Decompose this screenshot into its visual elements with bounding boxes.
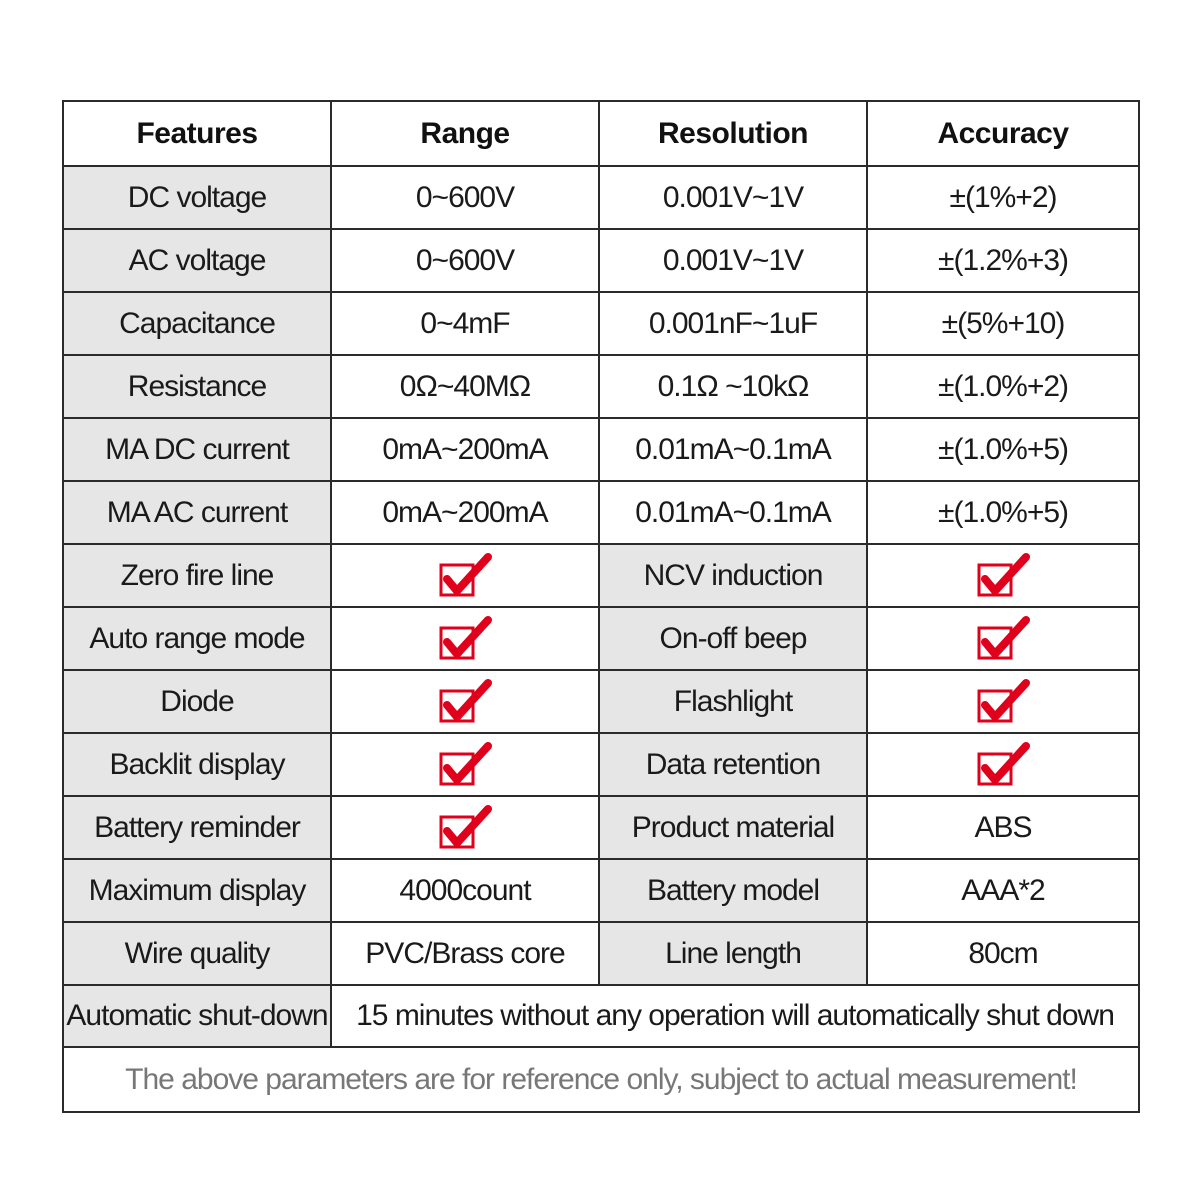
table-cell: 0.001nF~1uF	[599, 292, 867, 355]
table-cell: Product material	[599, 796, 867, 859]
checkmark-icon	[976, 679, 1030, 725]
check-cell	[867, 733, 1139, 796]
table-cell: DC voltage	[63, 166, 331, 229]
table-cell: PVC/Brass core	[331, 922, 599, 985]
table-cell: Wire quality	[63, 922, 331, 985]
table-cell: MA DC current	[63, 418, 331, 481]
checkmark-icon	[438, 805, 492, 851]
table-cell: 0.001V~1V	[599, 166, 867, 229]
table-cell: 0Ω~40MΩ	[331, 355, 599, 418]
table-cell: Capacitance	[63, 292, 331, 355]
checkmark-icon	[976, 553, 1030, 599]
table-cell: Maximum display	[63, 859, 331, 922]
table-cell: 0.01mA~0.1mA	[599, 418, 867, 481]
shutdown-label: Automatic shut-down	[63, 985, 331, 1047]
table-cell: On-off beep	[599, 607, 867, 670]
table-cell: Battery reminder	[63, 796, 331, 859]
table-row	[63, 922, 1139, 985]
table-row	[63, 607, 1139, 670]
spec-table	[62, 100, 1140, 1113]
table-cell: Data retention	[599, 733, 867, 796]
table-cell: Zero fire line	[63, 544, 331, 607]
table-cell: Line length	[599, 922, 867, 985]
header-range: Range	[331, 101, 599, 166]
check-cell	[331, 607, 599, 670]
table-cell: Auto range mode	[63, 607, 331, 670]
shutdown-row	[63, 985, 1139, 1047]
checkmark-icon	[976, 742, 1030, 788]
shutdown-text: 15 minutes without any operation will automatically shut down	[331, 985, 1139, 1047]
table-cell: Battery model	[599, 859, 867, 922]
table-cell: ±(5%+10)	[867, 292, 1139, 355]
checkmark-icon	[976, 616, 1030, 662]
check-cell	[867, 607, 1139, 670]
table-cell: MA AC current	[63, 481, 331, 544]
table-cell: 0~4mF	[331, 292, 599, 355]
checkmark-icon	[438, 742, 492, 788]
table-cell: 0.1Ω ~10kΩ	[599, 355, 867, 418]
table-cell: 0~600V	[331, 229, 599, 292]
check-cell	[331, 544, 599, 607]
table-row	[63, 229, 1139, 292]
checkmark-icon	[438, 553, 492, 599]
checkmark-icon	[438, 616, 492, 662]
table-row	[63, 796, 1139, 859]
table-cell: 0.001V~1V	[599, 229, 867, 292]
table-cell: ±(1.2%+3)	[867, 229, 1139, 292]
table-row	[63, 733, 1139, 796]
table-cell: Diode	[63, 670, 331, 733]
table-cell: Flashlight	[599, 670, 867, 733]
table-row	[63, 292, 1139, 355]
header-row	[63, 101, 1139, 166]
check-cell	[331, 670, 599, 733]
table-cell: 0mA~200mA	[331, 481, 599, 544]
header-accuracy: Accuracy	[867, 101, 1139, 166]
table-cell: NCV induction	[599, 544, 867, 607]
table-cell: ±(1%+2)	[867, 166, 1139, 229]
check-cell	[331, 733, 599, 796]
table-cell: 80cm	[867, 922, 1139, 985]
table-row	[63, 418, 1139, 481]
table-row	[63, 481, 1139, 544]
check-cell	[331, 796, 599, 859]
table-cell: AC voltage	[63, 229, 331, 292]
footnote-row	[63, 1047, 1139, 1112]
table-row	[63, 670, 1139, 733]
header-resolution: Resolution	[599, 101, 867, 166]
table-cell: ±(1.0%+5)	[867, 481, 1139, 544]
table-cell: ±(1.0%+5)	[867, 418, 1139, 481]
table-cell: AAA*2	[867, 859, 1139, 922]
table-cell: ±(1.0%+2)	[867, 355, 1139, 418]
table-cell: 0.01mA~0.1mA	[599, 481, 867, 544]
table-cell: 4000count	[331, 859, 599, 922]
table-row	[63, 859, 1139, 922]
table-cell: ABS	[867, 796, 1139, 859]
table-row	[63, 166, 1139, 229]
header-features: Features	[63, 101, 331, 166]
table-cell: Resistance	[63, 355, 331, 418]
table-row	[63, 355, 1139, 418]
table-row	[63, 544, 1139, 607]
table-cell: 0~600V	[331, 166, 599, 229]
table-cell: Backlit display	[63, 733, 331, 796]
footnote-text: The above parameters are for reference only, subject to actual measurement!	[63, 1047, 1139, 1112]
check-cell	[867, 544, 1139, 607]
table-cell: 0mA~200mA	[331, 418, 599, 481]
checkmark-icon	[438, 679, 492, 725]
check-cell	[867, 670, 1139, 733]
